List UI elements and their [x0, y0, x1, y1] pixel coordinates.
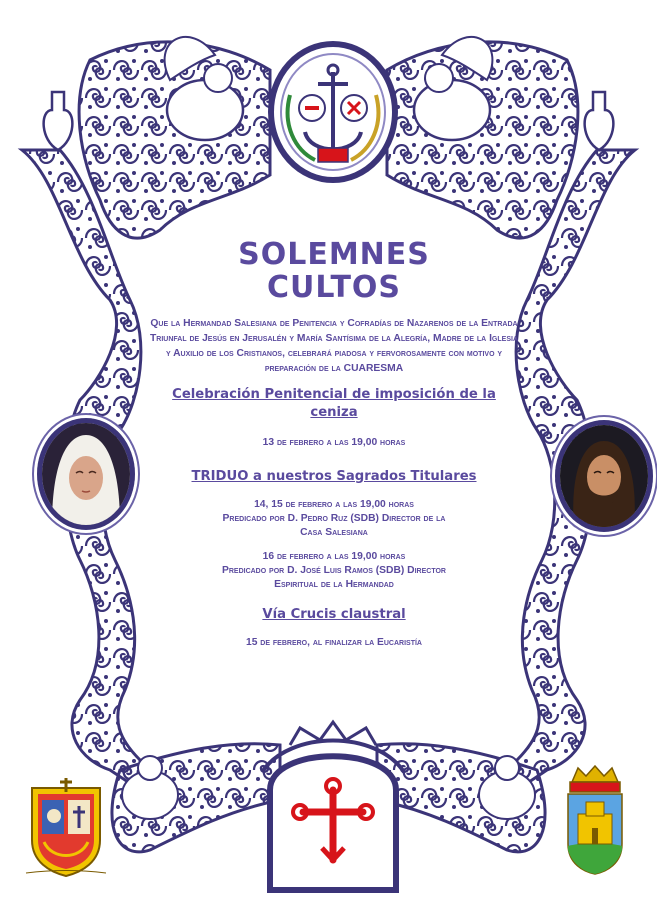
- intro-paragraph: Que la Hermandad Salesiana de Penitencia y Cofradías de Nazarenos de la Entrada Triunfal de Jesús en Jerusalén y María Santísima de la Alegría, Madre de la Iglesia y Auxilio de los Cristianos, celebrará piadosa y fervorosamente con motivo y preparación de la CUARESMA: [150, 318, 518, 374]
- municipal-coat-of-arms: [562, 764, 628, 876]
- section-heading-ceniza: Celebración Penitencial de imposición de la ceniza: [172, 387, 496, 420]
- triduo-block-2: [150, 550, 518, 592]
- municipal-shield-icon: [562, 764, 628, 876]
- ceniza-date: 13 de febrero a las 19,00 horas: [262, 437, 406, 448]
- hermandad-shield-icon: [24, 770, 108, 878]
- announcement-text: [150, 238, 518, 650]
- triduo-block-2-line: 16 de febrero a las 19,00 horas: [262, 551, 406, 562]
- jesus-image: [560, 425, 648, 527]
- section-heading-via-crucis: Vía Crucis claustral: [262, 607, 406, 622]
- triduo-block-2-line: Espiritual de la Hermandad: [274, 579, 394, 590]
- triduo-block-1-line: 14, 15 de febrero a las 19,00 horas: [254, 499, 414, 510]
- title-line-1: SOLEMNES: [238, 237, 430, 272]
- via-crucis-date: 15 de febrero, al finalizar la Eucaristía: [245, 637, 422, 648]
- coat-of-arms-motto-ribbon: [24, 868, 108, 878]
- virgin-image: [42, 423, 130, 525]
- virgin-portrait: [37, 418, 135, 530]
- section-heading-triduo: TRIDUO a nuestros Sagrados Titulares: [191, 469, 477, 484]
- title-line-2: CULTOS: [266, 270, 402, 305]
- hermandad-coat-of-arms: [24, 770, 108, 878]
- triduo-block-1: [150, 498, 518, 540]
- triduo-block-1-line: Predicado por D. Pedro Ruz (SDB) Director de la: [222, 513, 446, 524]
- triduo-block-2-line: Predicado por D. José Luis Ramos (SDB) Director: [221, 565, 446, 576]
- jesus-portrait: [555, 420, 653, 532]
- triduo-block-1-line: Casa Salesiana: [300, 527, 368, 538]
